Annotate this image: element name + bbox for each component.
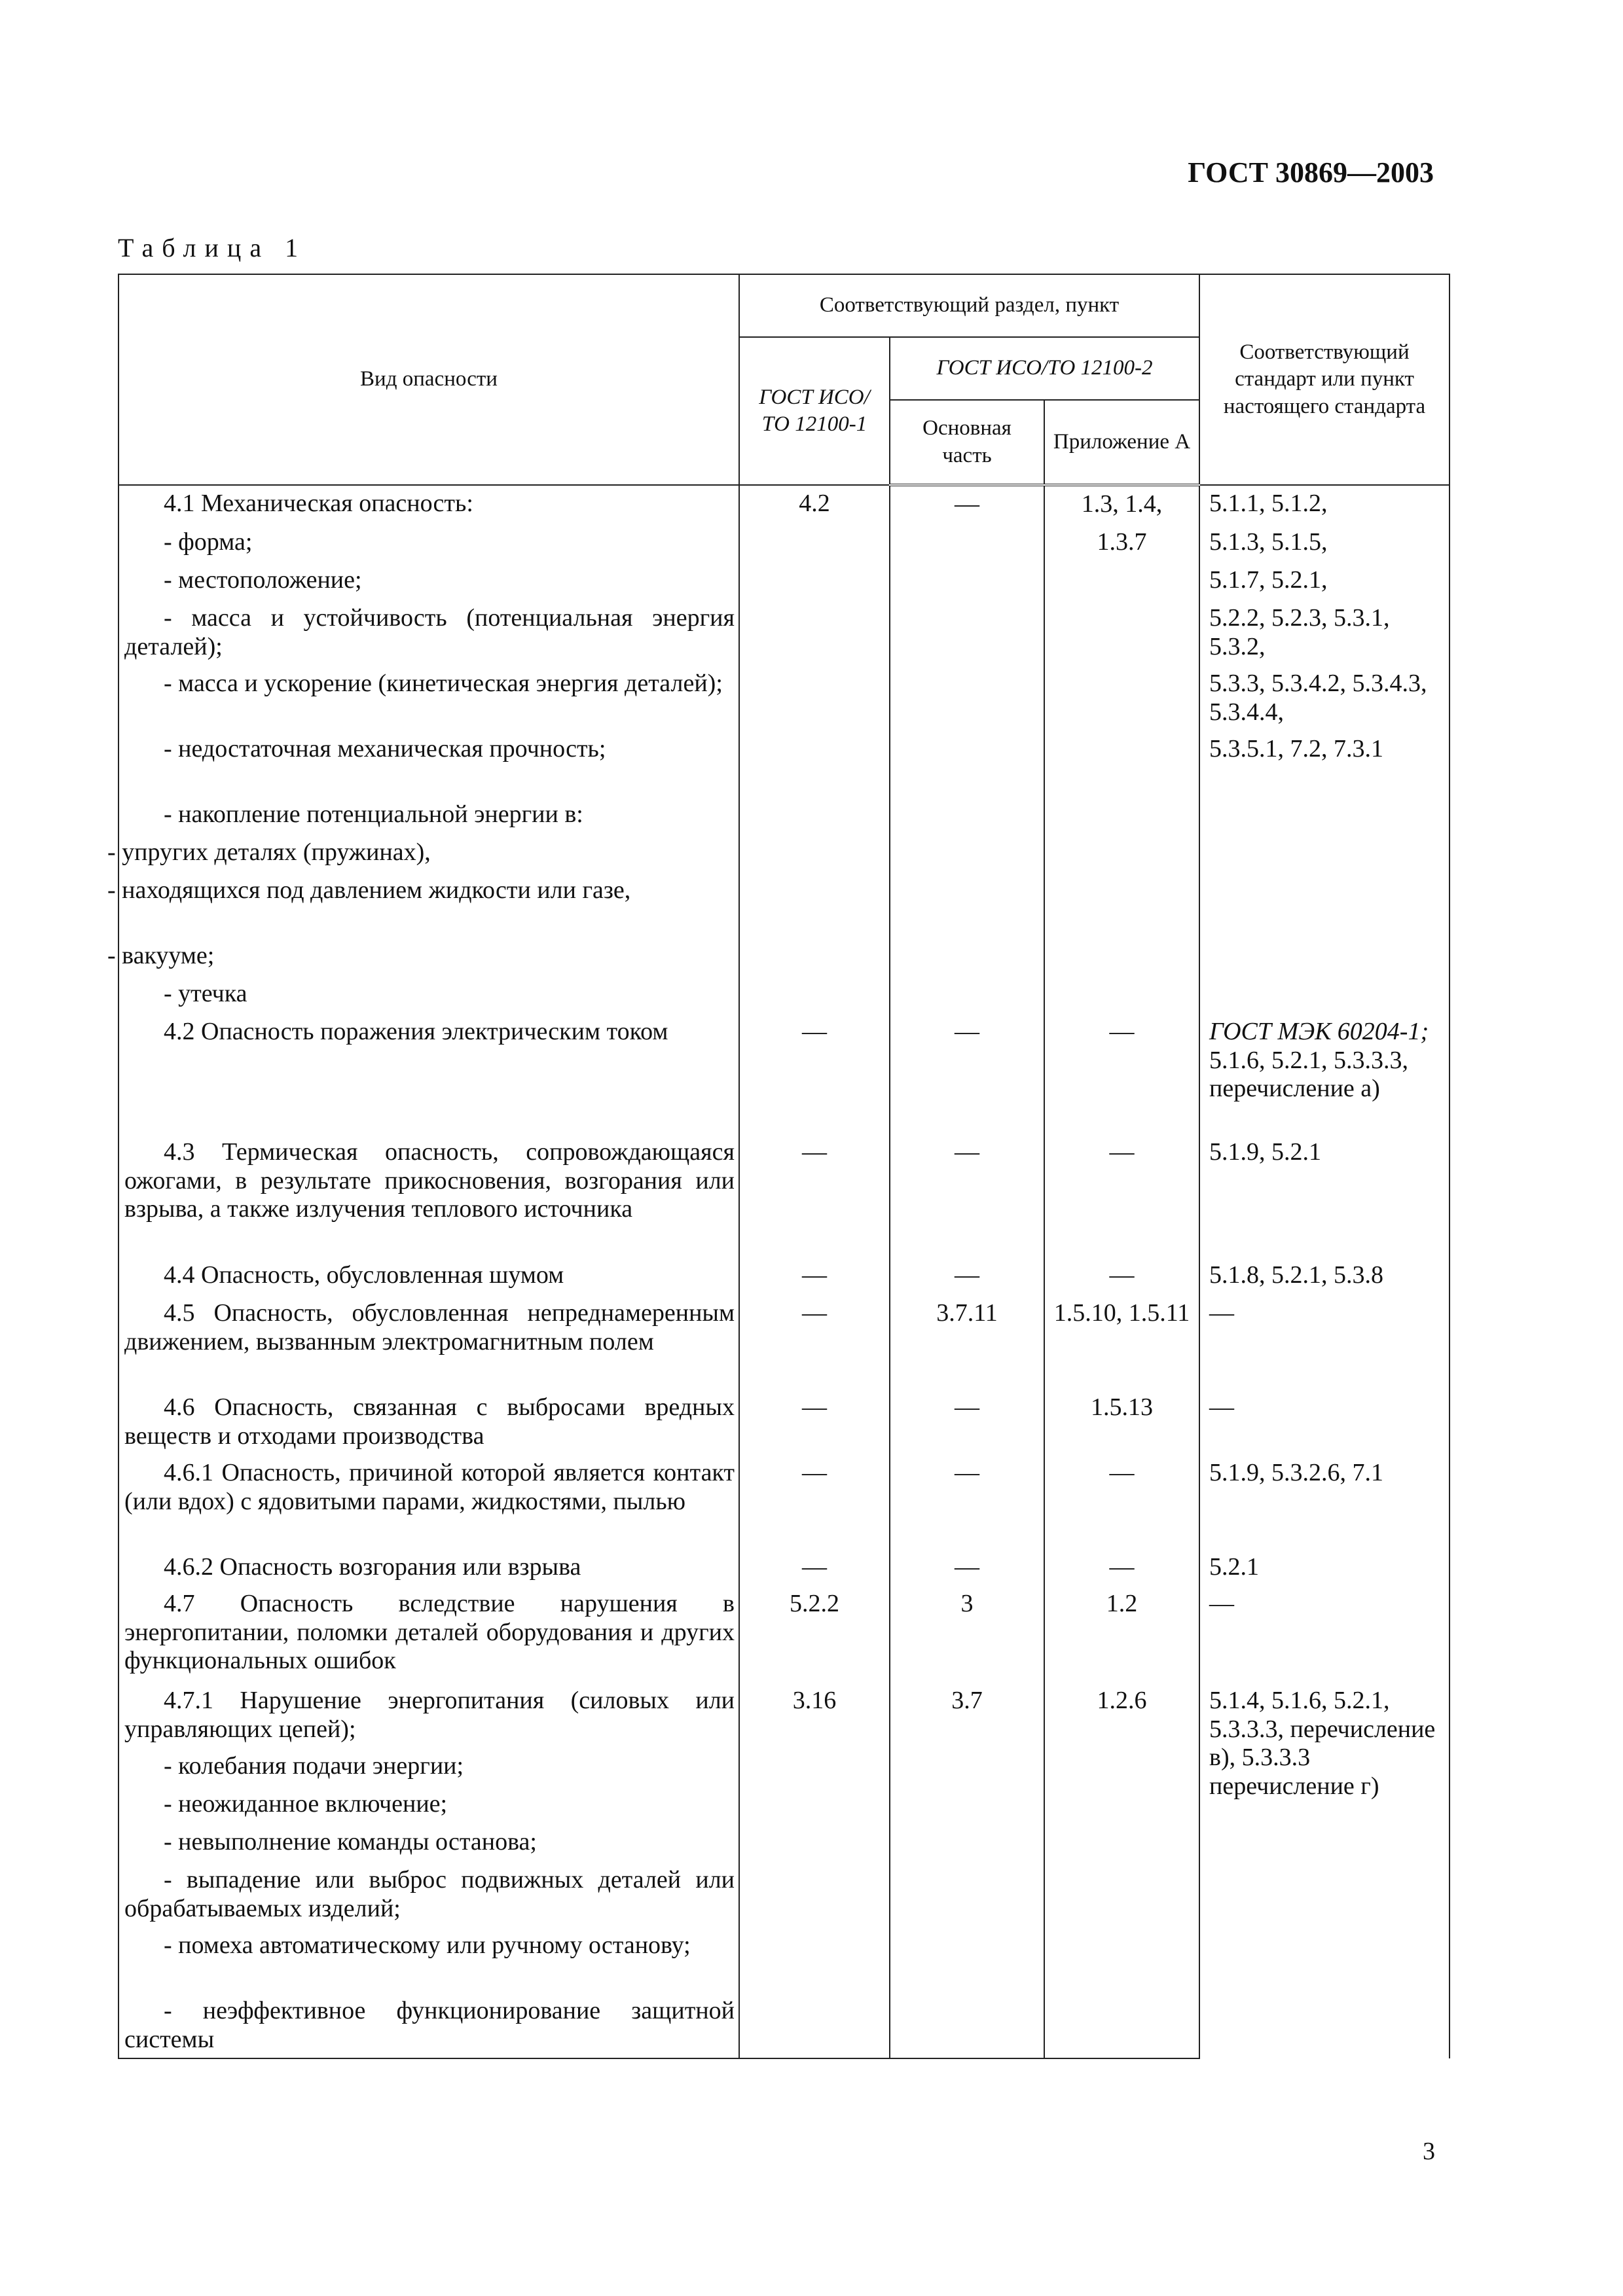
cell-annex bbox=[1044, 1824, 1199, 1862]
cell-hazard: 4.3 Термическая опасность, сопровождающаяся ожогами, в результате прикосновения, возгорания или взрыва, а также излучения теплового источника bbox=[119, 1134, 739, 1257]
cell-gost1: 4.2 bbox=[739, 485, 890, 524]
cell-hazard: - выпадение или выброс подвижных деталей или обрабатываемых изделий; bbox=[119, 1862, 739, 1928]
cell-main: — bbox=[890, 1257, 1044, 1295]
cell-main bbox=[890, 1786, 1044, 1824]
cell-hazard: - помеха автоматическому или ручному останову; bbox=[119, 1928, 739, 1993]
cell-gost1: — bbox=[739, 1455, 890, 1549]
cell-main: — bbox=[890, 1390, 1044, 1455]
cell-gost1 bbox=[739, 562, 890, 600]
cell-main: — bbox=[890, 1014, 1044, 1134]
cell-hazard: 4.1 Механическая опасность: bbox=[119, 485, 739, 524]
cell-gost1 bbox=[739, 1748, 890, 1786]
cell-annex: 1.2 bbox=[1044, 1586, 1199, 1683]
cell-annex bbox=[1044, 600, 1199, 666]
header-annex-a: Приложение А bbox=[1044, 400, 1199, 485]
cell-gost1: — bbox=[739, 1390, 890, 1455]
table-row bbox=[119, 524, 1450, 562]
cell-standard: — bbox=[1199, 1586, 1450, 1683]
cell-standard: 5.3.5.1, 7.2, 7.3.1 bbox=[1199, 731, 1450, 797]
cell-hazard: 4.6 Опасность, связанная с выбросами вредных веществ и отходами производства bbox=[119, 1390, 739, 1455]
cell-main bbox=[890, 666, 1044, 731]
cell-gost1 bbox=[739, 834, 890, 872]
table-row bbox=[119, 562, 1450, 600]
cell-hazard: 4.7.1 Нарушение энергопитания (силовых или управляющих цепей); bbox=[119, 1683, 739, 1748]
header-gost-12100-2: ГОСТ ИСО/ТО 12100-2 bbox=[890, 337, 1199, 400]
cell-annex bbox=[1044, 1993, 1199, 2058]
cell-standard bbox=[1199, 872, 1450, 938]
table-row bbox=[119, 1390, 1450, 1455]
cell-main bbox=[890, 731, 1044, 797]
cell-main bbox=[890, 1862, 1044, 1928]
cell-gost1 bbox=[739, 872, 890, 938]
cell-main: — bbox=[890, 485, 1044, 524]
cell-main bbox=[890, 600, 1044, 666]
cell-annex: 1.3.7 bbox=[1044, 524, 1199, 562]
cell-hazard: - утечка bbox=[119, 976, 739, 1014]
cell-annex bbox=[1044, 1928, 1199, 1993]
cell-hazard: 4.5 Опасность, обусловленная непреднамеренным движением, вызванным электромагнитным полем bbox=[119, 1295, 739, 1390]
cell-main: 3.7 bbox=[890, 1683, 1044, 1748]
cell-hazard: - находящихся под давлением жидкости или газе, bbox=[119, 872, 739, 938]
cell-main: 3.7.11 bbox=[890, 1295, 1044, 1390]
header-gost-12100-1: ГОСТ ИСО/ТО 12100-1 bbox=[739, 337, 890, 485]
table-row bbox=[119, 834, 1450, 872]
cell-gost1 bbox=[739, 1824, 890, 1862]
cell-annex: — bbox=[1044, 1257, 1199, 1295]
table-row bbox=[119, 1455, 1450, 1549]
cell-standard: — bbox=[1199, 1390, 1450, 1455]
cell-annex: 1.3, 1.4, bbox=[1044, 485, 1199, 524]
cell-gost1 bbox=[739, 938, 890, 976]
cell-gost1: — bbox=[739, 1257, 890, 1295]
cell-main bbox=[890, 1748, 1044, 1786]
cell-annex: 1.5.10, 1.5.11 bbox=[1044, 1295, 1199, 1390]
cell-annex: — bbox=[1044, 1134, 1199, 1257]
cell-gost1: 5.2.2 bbox=[739, 1586, 890, 1683]
cell-annex: — bbox=[1044, 1549, 1199, 1586]
cell-hazard: - масса и ускорение (кинетическая энергия деталей); bbox=[119, 666, 739, 731]
cell-standard: 5.2.1 bbox=[1199, 1549, 1450, 1586]
cell-standard: 5.1.4, 5.1.6, 5.2.1, 5.3.3.3, перечисление в), 5.3.3.3 перечисление г) bbox=[1199, 1683, 1450, 2058]
cell-hazard: 4.7 Опасность вследствие нарушения в энергопитании, поломки деталей оборудования и других функциональных ошибок bbox=[119, 1586, 739, 1683]
cell-main bbox=[890, 872, 1044, 938]
cell-annex bbox=[1044, 938, 1199, 976]
table-row bbox=[119, 976, 1450, 1014]
header-standard: Соответствующий стандарт или пункт настоящего стандарта bbox=[1199, 274, 1450, 485]
cell-hazard: - недостаточная механическая прочность; bbox=[119, 731, 739, 797]
cell-gost1 bbox=[739, 1862, 890, 1928]
table-row bbox=[119, 600, 1450, 666]
table-row bbox=[119, 872, 1450, 938]
cell-standard: — bbox=[1199, 1295, 1450, 1390]
cell-hazard: 4.4 Опасность, обусловленная шумом bbox=[119, 1257, 739, 1295]
cell-standard bbox=[1199, 1014, 1450, 1134]
cell-gost1: 3.16 bbox=[739, 1683, 890, 1748]
cell-annex bbox=[1044, 1748, 1199, 1786]
cell-standard bbox=[1199, 834, 1450, 872]
cell-hazard: - неожиданное включение; bbox=[119, 1786, 739, 1824]
header-main-part: Основная часть bbox=[890, 400, 1044, 485]
header-section: Соответствующий раздел, пункт bbox=[739, 274, 1199, 337]
cell-hazard: 4.6.2 Опасность возгорания или взрыва bbox=[119, 1549, 739, 1586]
table-row bbox=[119, 797, 1450, 834]
cell-hazard: - неэффективное функционирование защитной системы bbox=[119, 1993, 739, 2058]
cell-standard bbox=[1199, 938, 1450, 976]
cell-hazard: - местоположение; bbox=[119, 562, 739, 600]
table-row bbox=[119, 1014, 1450, 1134]
cell-annex bbox=[1044, 797, 1199, 834]
cell-gost1: — bbox=[739, 1549, 890, 1586]
cell-annex: — bbox=[1044, 1455, 1199, 1549]
cell-main: — bbox=[890, 1134, 1044, 1257]
table-row bbox=[119, 666, 1450, 731]
cell-main bbox=[890, 976, 1044, 1014]
cell-main: — bbox=[890, 1455, 1044, 1549]
cell-standard: 5.1.8, 5.2.1, 5.3.8 bbox=[1199, 1257, 1450, 1295]
cell-hazard: - вакууме; bbox=[119, 938, 739, 976]
cell-gost1: — bbox=[739, 1295, 890, 1390]
page-number: 3 bbox=[1423, 2138, 1435, 2165]
cell-annex bbox=[1044, 976, 1199, 1014]
cell-gost1 bbox=[739, 797, 890, 834]
cell-standard bbox=[1199, 797, 1450, 834]
cell-standard: 5.1.3, 5.1.5, bbox=[1199, 524, 1450, 562]
cell-standard: 5.2.2, 5.2.3, 5.3.1, 5.3.2, bbox=[1199, 600, 1450, 666]
cell-gost1 bbox=[739, 1928, 890, 1993]
cell-main: — bbox=[890, 1549, 1044, 1586]
cell-annex bbox=[1044, 666, 1199, 731]
cell-gost1 bbox=[739, 731, 890, 797]
cell-annex bbox=[1044, 1862, 1199, 1928]
cell-gost1 bbox=[739, 666, 890, 731]
cell-annex: 1.2.6 bbox=[1044, 1683, 1199, 1748]
hazard-table bbox=[107, 274, 1450, 2059]
cell-standard: 5.1.1, 5.1.2, bbox=[1199, 485, 1450, 524]
cell-hazard: 4.6.1 Опасность, причиной которой является контакт (или вдох) с ядовитыми парами, жидкостями, пылью bbox=[119, 1455, 739, 1549]
cell-annex bbox=[1044, 834, 1199, 872]
table-row bbox=[119, 1295, 1450, 1390]
cell-annex: 1.5.13 bbox=[1044, 1390, 1199, 1455]
cell-main bbox=[890, 1824, 1044, 1862]
cell-hazard: - накопление потенциальной энергии в: bbox=[119, 797, 739, 834]
cell-standard: 5.1.9, 5.3.2.6, 7.1 bbox=[1199, 1455, 1450, 1549]
cell-main bbox=[890, 562, 1044, 600]
cell-hazard: - колебания подачи энергии; bbox=[119, 1748, 739, 1786]
cell-gost1 bbox=[739, 600, 890, 666]
cell-main: 3 bbox=[890, 1586, 1044, 1683]
document-code: ГОСТ 30869—2003 bbox=[1188, 156, 1434, 188]
std-ref-italic: ГОСТ МЭК 60204-1; bbox=[1209, 1018, 1429, 1045]
table-caption: Таблица 1 bbox=[118, 233, 307, 262]
cell-hazard: - невыполнение команды останова; bbox=[119, 1824, 739, 1862]
cell-main bbox=[890, 524, 1044, 562]
cell-main bbox=[890, 1993, 1044, 2058]
std-ref-text: 5.1.6, 5.2.1, 5.3.3.3, перечисление а) bbox=[1209, 1046, 1408, 1103]
table-row bbox=[119, 731, 1450, 797]
cell-standard: 5.1.7, 5.2.1, bbox=[1199, 562, 1450, 600]
cell-main bbox=[890, 938, 1044, 976]
cell-gost1 bbox=[739, 524, 890, 562]
cell-hazard: - форма; bbox=[119, 524, 739, 562]
cell-gost1 bbox=[739, 1786, 890, 1824]
cell-standard: 5.1.9, 5.2.1 bbox=[1199, 1134, 1450, 1257]
table-row bbox=[119, 938, 1450, 976]
table-row bbox=[119, 1134, 1450, 1257]
cell-hazard: 4.2 Опасность поражения электрическим током bbox=[119, 1014, 739, 1134]
cell-standard bbox=[1199, 976, 1450, 1014]
cell-standard: 5.3.3, 5.3.4.2, 5.3.4.3, 5.3.4.4, bbox=[1199, 666, 1450, 731]
cell-gost1: — bbox=[739, 1014, 890, 1134]
cell-annex bbox=[1044, 872, 1199, 938]
cell-hazard: - упругих деталях (пружинах), bbox=[119, 834, 739, 872]
table-row bbox=[119, 485, 1450, 524]
cell-annex bbox=[1044, 562, 1199, 600]
cell-main bbox=[890, 834, 1044, 872]
table-row bbox=[119, 1549, 1450, 1586]
cell-gost1: — bbox=[739, 1134, 890, 1257]
table-row bbox=[119, 1586, 1450, 1683]
cell-annex: — bbox=[1044, 1014, 1199, 1134]
cell-annex bbox=[1044, 1786, 1199, 1824]
cell-main bbox=[890, 797, 1044, 834]
table-row bbox=[119, 1257, 1450, 1295]
cell-annex bbox=[1044, 731, 1199, 797]
header-hazard: Вид опасности bbox=[119, 274, 739, 485]
table-row bbox=[119, 1683, 1450, 1748]
cell-main bbox=[890, 1928, 1044, 1993]
cell-gost1 bbox=[739, 976, 890, 1014]
cell-hazard: - масса и устойчивость (потенциальная энергия деталей); bbox=[119, 600, 739, 666]
cell-gost1 bbox=[739, 1993, 890, 2058]
